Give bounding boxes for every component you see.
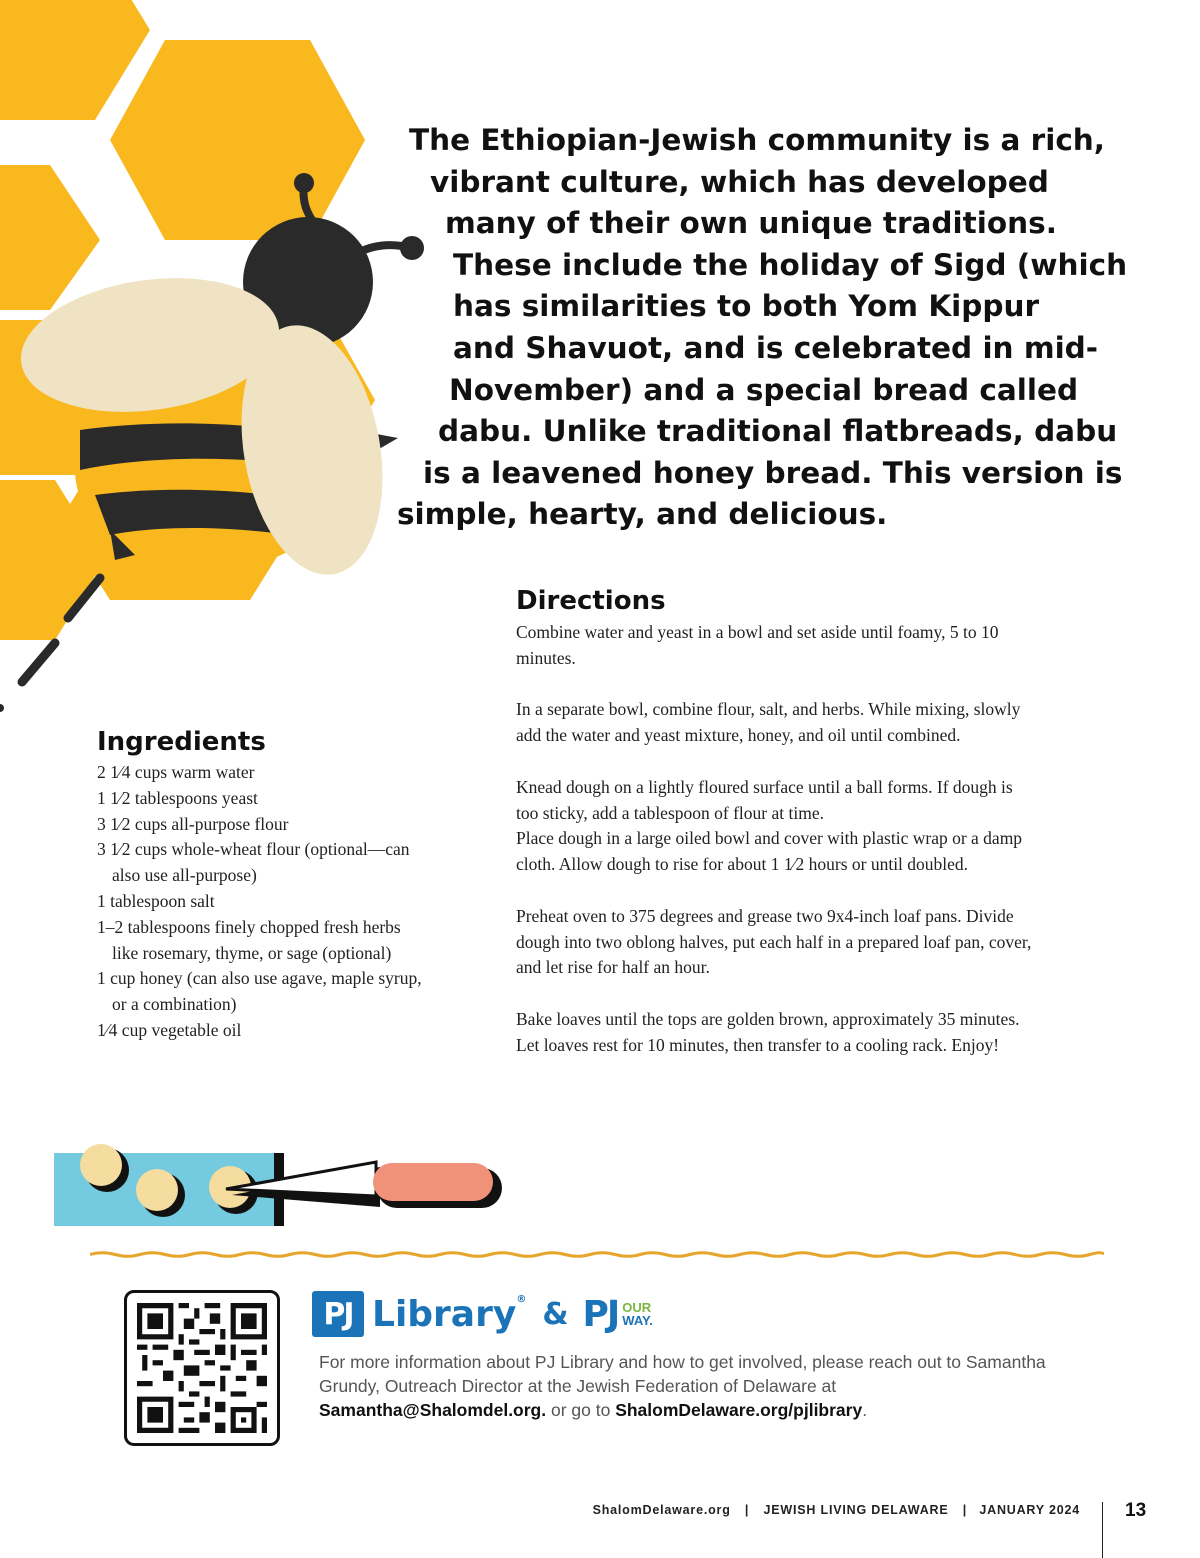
- footer-rule: [1102, 1502, 1103, 1558]
- ingredients-heading: Ingredients: [97, 727, 266, 757]
- footer-separator: |: [744, 1503, 750, 1517]
- library-wordmark: [372, 1294, 526, 1335]
- ingredient-item: 1 1⁄2 tablespoons yeast: [97, 787, 258, 808]
- ingredient-item: 1 tablespoon salt: [97, 890, 215, 911]
- intro-line: The Ethiopian-Jewish community is a rich,: [409, 123, 1106, 157]
- ampersand: &: [542, 1296, 569, 1332]
- footer-date: JANUARY 2024: [979, 1503, 1080, 1517]
- pj-logos: [312, 1286, 653, 1342]
- page-footer: [593, 1503, 1080, 1517]
- directions-list: [516, 620, 1036, 1084]
- ingredient-item: 3 1⁄2 cups whole-wheat flour (optional—can also use all-purpose): [97, 839, 410, 886]
- qr-code-icon: [137, 1303, 267, 1433]
- contact-text: For more information about PJ Library and how to get involved, please reach out to Samantha Grundy, Outreach Director at the Jewish Federation of Delaware at: [319, 1352, 1046, 1396]
- page-number: 13: [1125, 1500, 1147, 1521]
- directions-heading: Directions: [516, 586, 666, 616]
- our-word: OUR: [622, 1300, 652, 1315]
- contact-text: .: [862, 1400, 868, 1420]
- intro-line: These include the holiday of Sigd (which: [453, 247, 1128, 282]
- footer-site: ShalomDelaware.org: [592, 1503, 731, 1517]
- contact-info: [319, 1350, 1059, 1422]
- ingredients-list: [97, 760, 427, 1044]
- direction-step: Combine water and yeast in a bowl and set aside until foamy, 5 to 10 minutes.: [516, 622, 999, 668]
- ingredient-item: 2 1⁄4 cups warm water: [97, 762, 255, 782]
- decorative-divider: [90, 1251, 1104, 1258]
- intro-line: November) and a special bread called: [449, 372, 1079, 407]
- intro-paragraph: [395, 120, 1155, 536]
- intro-line: vibrant culture, which has developed: [430, 164, 1049, 199]
- footer-publication: JEWISH LIVING DELAWARE: [763, 1503, 949, 1517]
- library-word: Library: [372, 1293, 517, 1335]
- direction-step: Bake loaves until the tops are golden brown, approximately 35 minutes. Let loaves rest for 10 minutes, then transfer to a cooling rack. Enjoy!: [516, 1008, 1020, 1055]
- pjlibrary-url-link[interactable]: ShalomDelaware.org/pjlibrary: [615, 1400, 863, 1420]
- pj-library-logo: PJ: [312, 1291, 364, 1337]
- intro-line: many of their own unique traditions.: [445, 206, 1057, 241]
- intro-line: simple, hearty, and delicious.: [397, 497, 888, 532]
- contact-text: or go to: [546, 1400, 616, 1420]
- direction-step: Place dough in a large oiled bowl and cover with plastic wrap or a damp cloth. Allow dough to rise for about 1 1⁄2 hours or until doubled.: [516, 828, 1023, 875]
- direction-step: Preheat oven to 375 degrees and grease two 9x4-inch loaf pans. Divide dough into two oblong halves, put each half in a prepared loaf pan, cover, and let rise for half an hour.: [516, 905, 1032, 978]
- intro-line: is a leavened honey bread. This version is: [423, 455, 1123, 490]
- qr-code[interactable]: [124, 1290, 280, 1446]
- ingredient-item: 1–2 tablespoons finely chopped fresh herbs like rosemary, thyme, or sage (optional): [97, 916, 401, 963]
- intro-line: and Shavuot, and is celebrated in mid-: [453, 330, 1099, 365]
- our-way-wordmark: [622, 1301, 653, 1327]
- way-word: WAY.: [622, 1313, 653, 1328]
- intro-line: dabu. Unlike traditional flatbreads, dabu: [438, 414, 1118, 449]
- ingredient-item: 1⁄4 cup vegetable oil: [97, 1019, 242, 1040]
- ingredient-item: 1 cup honey (can also use agave, maple syrup, or a combination): [97, 968, 422, 1015]
- direction-step: In a separate bowl, combine flour, salt, and herbs. While mixing, slowly add the water and yeast mixture, honey, and oil until combined.: [516, 699, 1021, 746]
- pj-our-way-logo: PJ: [582, 1293, 619, 1335]
- registered-mark: ®: [516, 1293, 527, 1305]
- intro-line: has similarities to both Yom Kippur: [453, 289, 1040, 324]
- footer-separator: |: [962, 1503, 968, 1517]
- contact-email-link[interactable]: Samantha@Shalomdel.org.: [319, 1400, 547, 1420]
- ingredient-item: 3 1⁄2 cups all-purpose flour: [97, 813, 289, 834]
- direction-step: Knead dough on a lightly floured surface until a ball forms. If dough is too sticky, add a tablespoon of flour at time.: [516, 776, 1013, 823]
